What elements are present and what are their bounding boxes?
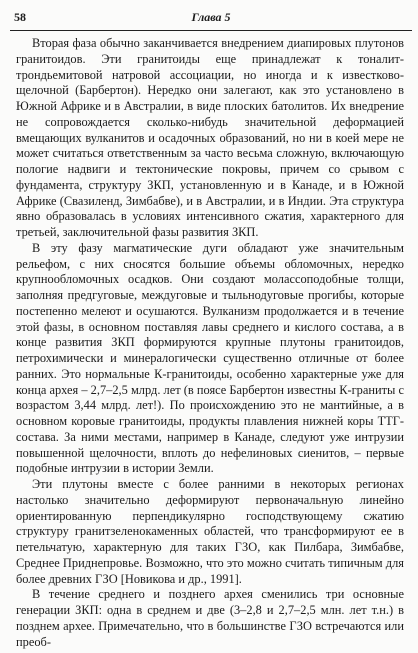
- header-rule: [10, 30, 412, 31]
- paragraph: Вторая фаза обычно заканчивается внедрением диапировых плутонов гранитоидов. Эти гранитоиды еще принадлежат к тоналит-трондьемитовой натровой ассоциации, но иногда и к известково-щелочной (Барбертон). Нередко они залегают, как это установлено в Южной Африке и в Австралии, в виде плоских батолитов. Их внедрение не сопровождается сколько-нибудь значительной деформацией вмещающих вулканитов и осадочных образований, но ни в коей мере не может считаться ответственным за часто весьма сложную, включающую пологие надвиги и тектонические покровы, причем со срывом с фундамента, структуру ЗКП, установленную и в Канаде, и в Южной Африке (Свазиленд, Зимбабве), и в Австралии, и в Индии. Эта структура явно образовалась в условиях интенсивного сжатия, характерного для третьей, заключительной фазы развития ЗКП.: [16, 36, 404, 239]
- chapter-title: Глава 5: [191, 10, 231, 24]
- page-body: [16, 36, 404, 650]
- paragraph: В течение среднего и позднего архея сменились три основные генерации ЗКП: одна в среднем и две (3–2,8 и 2,7–2,5 млн. лет т.н.) в позднем архее. Примечательно, что в большинстве ГЗО встречаются или преоб-: [16, 587, 404, 649]
- paragraph: В эту фазу магматические дуги обладают уже значительным рельефом, с них сносятся большие объемы обломочных, нередко крупнообломочных осадков. Они создают молассоподобные толщи, заполняя предгуговые, междуговые и тыльнодуговые прогибы, которые постепенно мелеют и осушаются. Вулканизм продолжается и в течение этой фазы, в основном поставляя лавы среднего и кислого состава, а в конце развития ЗКП формируются крупные плутоны гранитоидов, петрохимически и минералогически существенно отличные от более ранних. Это нормальные К-гранитоиды, особенно характерные уже для конца архея – 2,7–2,5 млрд. лет (в поясе Барбертон известны К-граниты с возрастом 3,44 млрд. лет!). По происхождению это не мантийные, а в основном коровые гранитоиды, продукты плавления нижней коры ТТГ-состава. За ними местами, например в Канаде, следуют уже интрузии повышенной щелочности, вплоть до нефелиновых сиенитов, – первые подобные интрузии в истории Земли.: [16, 240, 404, 476]
- page-header: [10, 10, 412, 28]
- paragraph: Эти плутоны вместе с более ранними в некоторых регионах настолько значительно деформируют первоначальную линейно ориентированную перпендикулярно господствующему сжатию структуру гранитзеленокаменных областей, что трансформируют ее в петельчатую, характерную для таких ГЗО, как Пилбара, Зимбабве, Среднее Приднепровье. Возможно, что это можно считать типичным для более древних ГЗО [Новикова и др., 1991].: [16, 477, 404, 586]
- page-number: 58: [14, 10, 26, 24]
